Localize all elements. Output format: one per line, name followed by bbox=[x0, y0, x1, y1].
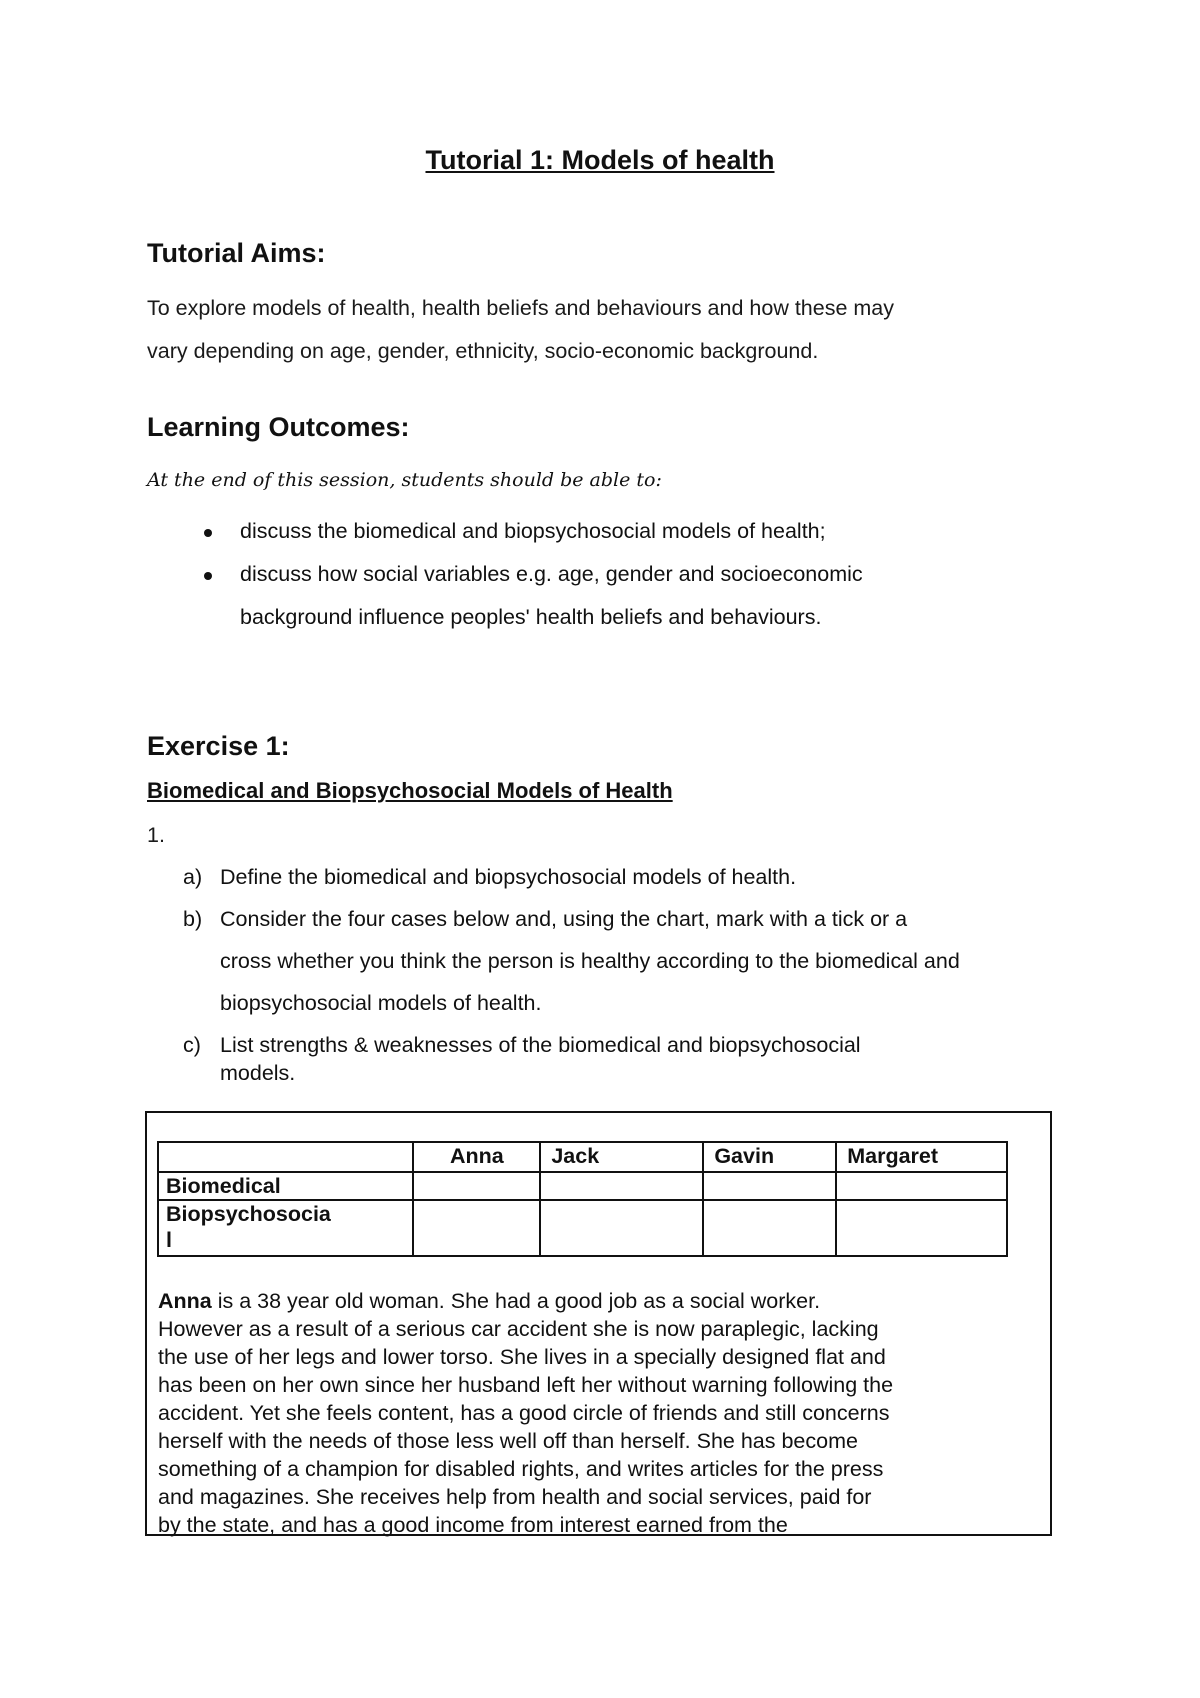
item-b-line-3: biopsychosocial models of health. bbox=[220, 991, 542, 1015]
outcomes-heading: Learning Outcomes: bbox=[147, 412, 410, 442]
tick-cell-gavin-biopsychosocial[interactable] bbox=[703, 1200, 836, 1256]
case-line: accident. Yet she feels content, has a good circle of friends and still concerns bbox=[158, 1401, 890, 1425]
row-label-biopsychosocial bbox=[158, 1200, 413, 1256]
case-line: has been on her own since her husband left her without warning following the bbox=[158, 1373, 894, 1397]
tick-cell-jack-biopsychosocial[interactable] bbox=[540, 1200, 703, 1256]
bullet-icon bbox=[204, 529, 212, 537]
tick-cell-margaret-biopsychosocial[interactable] bbox=[836, 1200, 1007, 1256]
case-line: and magazines. She receives help from health and social services, paid for bbox=[158, 1485, 872, 1509]
outcomes-intro: At the end of this session, students should be able to: bbox=[147, 469, 662, 491]
case-line: the use of her legs and lower torso. She lives in a specially designed flat and bbox=[158, 1345, 886, 1369]
exercise-number: 1. bbox=[147, 823, 165, 847]
tick-cell-jack-biomedical[interactable] bbox=[540, 1172, 703, 1200]
item-c-line-1: List strengths & weaknesses of the biomedical and biopsychosocial bbox=[220, 1033, 861, 1057]
item-b-line-1: Consider the four cases below and, using the chart, mark with a tick or a bbox=[220, 907, 908, 931]
table-header-cell: Jack bbox=[540, 1142, 703, 1172]
outcome-bullet-2-line-2: background influence peoples' health beliefs and behaviours. bbox=[240, 605, 822, 629]
document-title: Tutorial 1: Models of health bbox=[425, 145, 775, 175]
item-c-line-2: models. bbox=[220, 1061, 296, 1085]
table-row bbox=[158, 1172, 1007, 1200]
case-line: something of a champion for disabled rights, and writes articles for the press bbox=[158, 1457, 884, 1481]
case-name-anna: Anna bbox=[158, 1289, 212, 1313]
table-header-cell: Anna bbox=[413, 1142, 540, 1172]
case-line bbox=[158, 1287, 1018, 1315]
exercise-subheading: Biomedical and Biopsychosocial Models of Health bbox=[147, 778, 673, 803]
case-first-line: is a 38 year old woman. She had a good job as a social worker. bbox=[211, 1289, 821, 1313]
health-models-table bbox=[157, 1141, 1008, 1257]
table-row bbox=[158, 1200, 1007, 1256]
table-header-cell bbox=[158, 1142, 413, 1172]
table-header-cell: Gavin bbox=[703, 1142, 836, 1172]
item-a-marker: a) bbox=[183, 865, 203, 889]
aims-line-2: vary depending on age, gender, ethnicity, socio-economic background. bbox=[147, 339, 819, 363]
tick-cell-anna-biopsychosocial[interactable] bbox=[413, 1200, 540, 1256]
item-b-marker: b) bbox=[183, 907, 203, 931]
tick-cell-anna-biomedical[interactable] bbox=[413, 1172, 540, 1200]
row-label-biomedical: Biomedical bbox=[158, 1172, 413, 1200]
table-header-row bbox=[158, 1142, 1007, 1172]
case-anna-paragraph bbox=[158, 1287, 1018, 1539]
row-label-line: l bbox=[166, 1228, 172, 1252]
outcome-bullet-1: discuss the biomedical and biopsychosocial models of health; bbox=[240, 519, 826, 543]
case-line: However as a result of a serious car accident she is now paraplegic, lacking bbox=[158, 1317, 879, 1341]
case-line: by the state, and has a good income from interest earned from the bbox=[158, 1513, 788, 1537]
item-a-text: Define the biomedical and biopsychosocial models of health. bbox=[220, 865, 797, 889]
exercise-heading: Exercise 1: bbox=[147, 731, 290, 761]
table-header-cell: Margaret bbox=[836, 1142, 1007, 1172]
bullet-icon bbox=[204, 572, 212, 580]
item-c-marker: c) bbox=[183, 1033, 201, 1057]
outcome-bullet-2-line-1: discuss how social variables e.g. age, gender and socioeconomic bbox=[240, 562, 863, 586]
aims-heading: Tutorial Aims: bbox=[147, 238, 326, 268]
tick-cell-margaret-biomedical[interactable] bbox=[836, 1172, 1007, 1200]
case-line: herself with the needs of those less well off than herself. She has become bbox=[158, 1429, 858, 1453]
tick-cell-gavin-biomedical[interactable] bbox=[703, 1172, 836, 1200]
row-label-line: Biopsychosocia bbox=[166, 1202, 331, 1226]
aims-line-1: To explore models of health, health beliefs and behaviours and how these may bbox=[147, 296, 894, 320]
item-b-line-2: cross whether you think the person is healthy according to the biomedical and bbox=[220, 949, 960, 973]
